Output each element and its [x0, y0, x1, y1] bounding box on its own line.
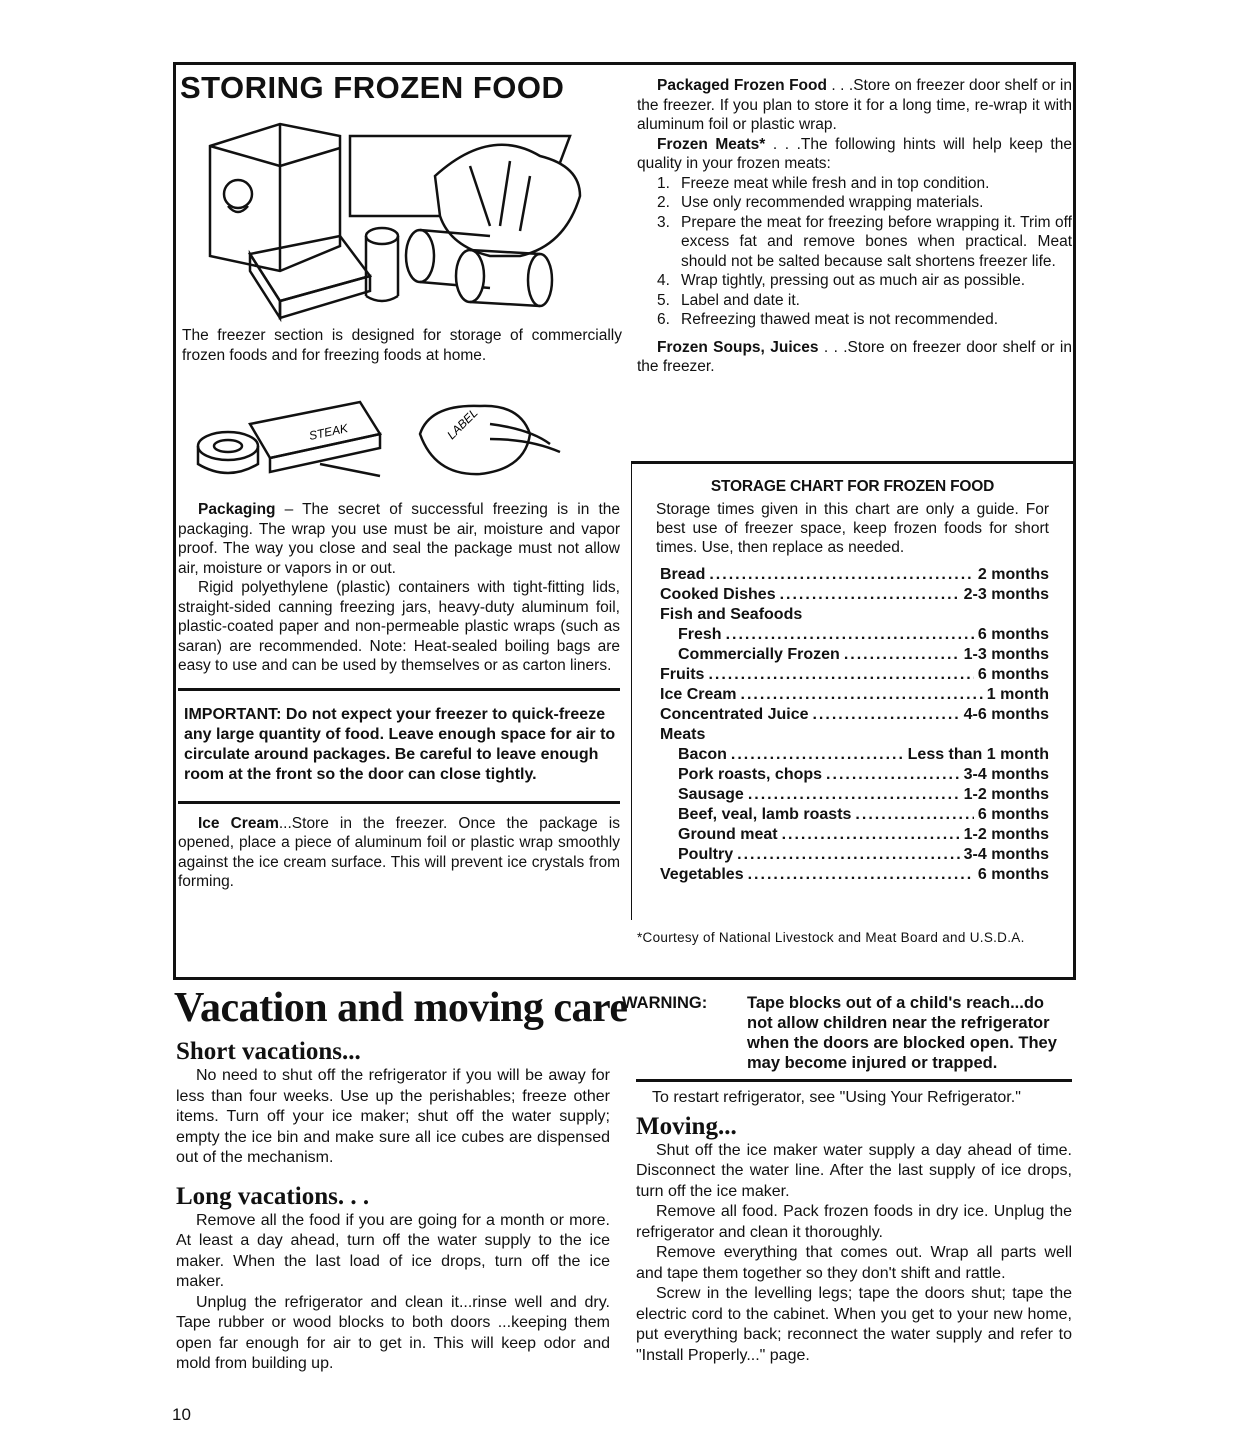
meats-heading: Frozen Meats* — [657, 135, 766, 153]
chart-row — [660, 605, 1049, 625]
chart-row-leader — [731, 745, 904, 765]
steak-label: STEAK — [307, 421, 350, 443]
chart-row-value: 6 months — [977, 626, 1049, 643]
chart-row — [660, 785, 1049, 805]
chart-row-label: Fruits — [660, 666, 705, 683]
chart-row-label: Bread — [660, 566, 706, 583]
moving-title: Moving... — [636, 1112, 737, 1140]
chart-row — [660, 825, 1049, 845]
packaged-text: . . .Store on freezer door shelf or in the freezer. If you plan to store it for a long time, re-wrap it with aluminum foil or plastic wrap. — [637, 77, 1072, 133]
meat-hint-item — [657, 174, 1072, 194]
meat-hint-text: Prepare the meat for freezing before wrapping it. Trim off excess fat and remove bones when practical. Meat should not be salted because salt shortens freezer life. — [681, 213, 1072, 270]
chart-row-value: 1-3 months — [963, 646, 1049, 663]
meats-paragraph — [637, 135, 1072, 174]
meat-hints-list — [657, 174, 1072, 330]
long-vacations-title: Long vacations. . . — [176, 1182, 370, 1210]
chart-row — [660, 845, 1049, 865]
vacation-title: Vacation and moving care — [174, 985, 628, 1031]
warning-block — [622, 993, 1072, 1073]
moving-text-3: Remove everything that comes out. Wrap all parts well and tape them together so they don't shift and rattle. — [636, 1244, 1072, 1282]
chart-row — [660, 665, 1049, 685]
chart-row-leader — [855, 805, 973, 825]
meat-hint-item — [657, 193, 1072, 213]
chart-row-label: Ice Cream — [660, 686, 737, 703]
meat-hint-text: Freeze meat while fresh and in top condition. — [681, 174, 990, 192]
icecream-text: ...Store in the freezer. Once the package is opened, place a piece of aluminum foil or plastic wrap smoothly against the ice cream surface. This will prevent ice crystals from forming. — [178, 814, 620, 890]
chart-row-value: 2-3 months — [963, 586, 1049, 603]
packaging-paragraph — [178, 500, 620, 578]
meat-hint-text: Label and date it. — [681, 291, 800, 309]
icecream-heading: Ice Cream — [198, 814, 279, 832]
important-note: IMPORTANT: Do not expect your freezer to quick-freeze any large quantity of food. Leave enough space for air to circulate around packages. Be careful to leave enough room at the front so the door can close tightly. — [184, 705, 616, 783]
chart-row-label: Bacon — [678, 746, 727, 763]
packaging-illustration — [190, 394, 600, 486]
chart-row — [660, 645, 1049, 665]
chart-row-label: Beef, veal, lamb roasts — [678, 806, 852, 823]
short-vacations-title: Short vacations... — [176, 1038, 361, 1065]
chart-row-label: Pork roasts, chops — [678, 766, 823, 783]
chart-row-leader — [726, 625, 974, 645]
chart-row-leader — [844, 645, 960, 665]
label-tag: LABEL — [444, 405, 481, 443]
rigid-paragraph: Rigid polyethylene (plastic) containers with tight-fitting lids, straight-sided canning freezing jars, heavy-duty aluminum foil, plastic-coated paper and non-permeable plastic wraps (such as saran) are recommended. Note: Heat-sealed boiling bags are easy to use and can be used by themselves or as carton liners. — [178, 579, 620, 674]
meat-hint-number: 3. — [657, 213, 670, 231]
icecream-paragraph — [178, 814, 620, 892]
vacation-left-column — [176, 1038, 610, 1375]
chart-row — [660, 765, 1049, 785]
chart-row-leader — [708, 665, 973, 685]
chart-row-value: 6 months — [977, 806, 1049, 823]
soups-text: . . .Store on freezer door shelf or in the freezer. — [637, 338, 1072, 375]
meat-hint-text: Wrap tightly, pressing out as much air as possible. — [681, 272, 1026, 289]
chart-title: STORAGE CHART FOR FROZEN FOOD — [710, 478, 995, 495]
chart-row-label: Vegetables — [660, 866, 744, 883]
chart-row — [660, 625, 1049, 645]
chart-row-value: 1 month — [986, 686, 1049, 703]
long-vacations-text-2: Unplug the refrigerator and clean it...rinse well and dry. Tape rubber or wood blocks to both doors ...keeping them open far enough for air to get in. This will keep odor and mold from building up. — [176, 1293, 610, 1372]
meat-hint-item — [657, 213, 1072, 272]
moving-text-2: Remove all food. Pack frozen foods in dry ice. Unplug the refrigerator and clean it thoroughly. — [636, 1203, 1072, 1241]
meat-hint-number: 6. — [657, 311, 670, 328]
chart-row-value: 3-4 months — [963, 846, 1049, 863]
chart-row-value: 6 months — [977, 666, 1049, 683]
storage-chart — [631, 461, 1074, 920]
storing-left-text — [178, 326, 622, 365]
storing-right-column — [637, 76, 1072, 377]
chart-row-label: Fish and Seafoods — [660, 606, 803, 623]
chart-intro: Storage times given in this chart are only a guide. For best use of freezer space, keep frozen foods for short times. Use, then replace as needed. — [656, 501, 1049, 556]
chart-row — [660, 685, 1049, 705]
moving-text-4: Screw in the levelling legs; tape the doors shut; tape the electric cord to the cabinet. When you get to your new home, put everything back; reconnect the water supply and refer to "Install Properly..." page. — [636, 1285, 1072, 1364]
chart-row-label: Poultry — [678, 846, 734, 863]
meat-hint-text: Refreezing thawed meat is not recommended. — [681, 311, 999, 328]
divider — [178, 688, 620, 691]
chart-row-leader — [782, 825, 960, 845]
soups-heading: Frozen Soups, Juices — [657, 338, 819, 356]
frozen-food-illustration — [190, 106, 620, 324]
vacation-right-column — [622, 993, 1072, 1366]
packaging-section — [178, 500, 620, 892]
meat-hint-number: 2. — [657, 194, 670, 211]
chart-row-label: Cooked Dishes — [660, 586, 776, 603]
chart-row-label: Sausage — [678, 786, 744, 803]
packaged-heading: Packaged Frozen Food — [657, 77, 827, 94]
divider — [178, 801, 620, 804]
chart-row-leader — [826, 765, 960, 785]
freezer-intro: The freezer section is designed for storage of commercially frozen foods and for freezing foods at home. — [182, 327, 622, 364]
packaging-heading: Packaging — [198, 501, 276, 518]
packaged-paragraph — [637, 76, 1072, 135]
chart-row — [660, 565, 1049, 585]
moving-text-1: Shut off the ice maker water supply a day ahead of time. Disconnect the water line. After the last supply of ice drops, turn off the ice maker. — [636, 1141, 1072, 1200]
chart-table — [660, 565, 1049, 885]
page-title: STORING FROZEN FOOD — [180, 70, 565, 105]
page-number: 10 — [172, 1405, 191, 1424]
meat-hint-item — [657, 291, 1072, 311]
courtesy-note: *Courtesy of National Livestock and Meat Board and U.S.D.A. — [637, 930, 1025, 945]
chart-row-leader — [737, 845, 960, 865]
chart-row-label: Concentrated Juice — [660, 706, 809, 723]
meat-hint-number: 1. — [657, 174, 670, 192]
chart-row — [660, 705, 1049, 725]
chart-row-label: Ground meat — [678, 826, 778, 843]
chart-row-leader — [709, 565, 974, 585]
meat-hint-text: Use only recommended wrapping materials. — [681, 194, 984, 211]
chart-row — [660, 745, 1049, 765]
chart-row-value: 2 months — [977, 566, 1049, 583]
chart-row-leader — [748, 865, 974, 885]
divider — [636, 1079, 1072, 1082]
packaging-text: – The secret of successful freezing is in the packaging. The wrap you use must be air, moisture and vapor proof. The way you close and seal the package must not allow air, moisture or vapors in or out. — [178, 501, 620, 577]
chart-row-leader — [748, 785, 960, 805]
restart-note: To restart refrigerator, see "Using Your Refrigerator." — [652, 1089, 1021, 1106]
chart-row-leader — [812, 705, 959, 725]
short-vacations-text: No need to shut off the refrigerator if you will be away for less than four weeks. Use up the perishables; freeze other items. Turn off your ice maker; shut off the water supply; empty the ice bin and make sure all ice cubes are dispensed out of the mechanism. — [176, 1067, 610, 1166]
chart-row-leader — [741, 685, 983, 705]
meat-hint-number: 5. — [657, 291, 670, 309]
long-vacations-text-1: Remove all the food if you are going for a month or more. At least a day ahead, turn off the water supply to the ice maker. When the last load of ice drops, turn off the ice maker. — [176, 1211, 610, 1290]
meats-text: . . .The following hints will help keep the quality in your frozen meats: — [637, 135, 1072, 172]
meat-hint-item — [657, 271, 1072, 291]
chart-row-value: Less than 1 month — [907, 746, 1049, 763]
chart-row-value: 4-6 months — [963, 706, 1049, 723]
meat-hint-number: 4. — [657, 272, 670, 289]
warning-text: Tape blocks out of a child's reach...do not allow children near the refrigerator when the doors are blocked open. They may become injured or trapped. — [747, 994, 1057, 1072]
soups-paragraph — [637, 338, 1072, 377]
moving-section — [636, 1113, 1072, 1367]
chart-row — [660, 725, 1049, 745]
chart-row-label: Fresh — [678, 626, 722, 643]
chart-row — [660, 585, 1049, 605]
chart-row — [660, 865, 1049, 885]
chart-row-value: 1-2 months — [963, 826, 1049, 843]
chart-row-label: Commercially Frozen — [678, 646, 840, 663]
chart-row-value: 1-2 months — [963, 786, 1049, 803]
chart-row-label: Meats — [660, 726, 706, 743]
meat-hint-item — [657, 310, 1072, 330]
chart-row — [660, 805, 1049, 825]
storing-left-column — [178, 66, 622, 106]
warning-label: WARNING: — [622, 994, 708, 1012]
chart-row-value: 3-4 months — [963, 766, 1049, 783]
chart-row-value: 6 months — [977, 866, 1049, 883]
chart-row-leader — [780, 585, 960, 605]
